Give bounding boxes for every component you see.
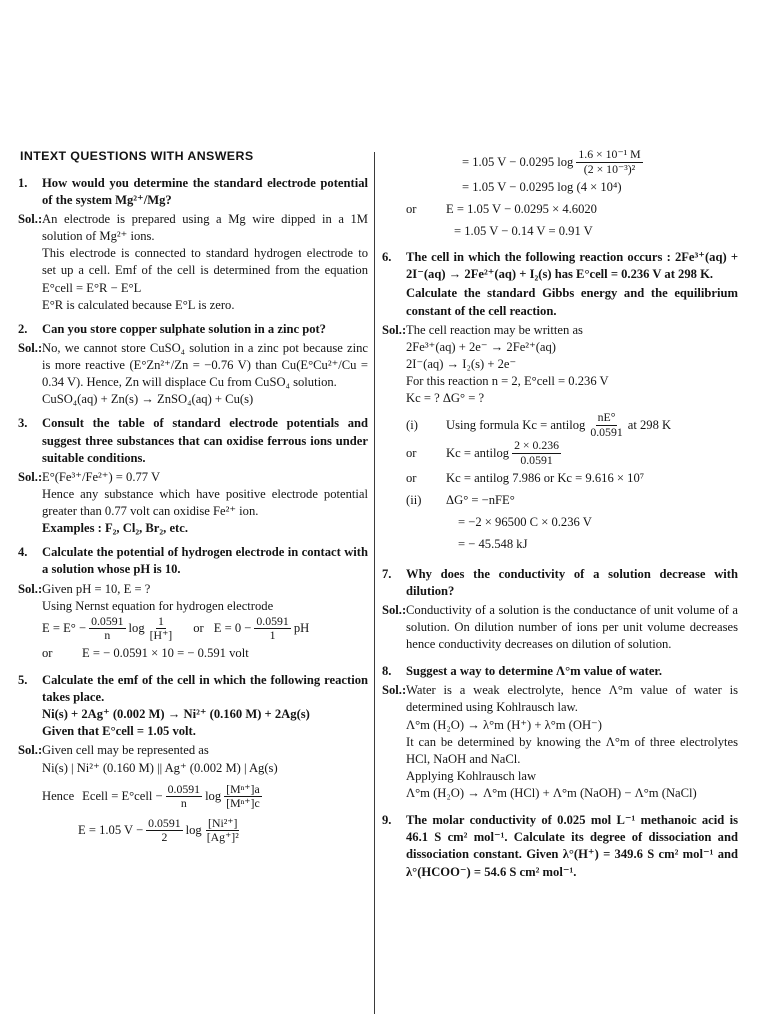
solution-label: Sol.: bbox=[18, 340, 43, 355]
or-label: or bbox=[406, 445, 417, 460]
denominator: [H⁺] bbox=[149, 628, 173, 643]
left-column bbox=[18, 148, 368, 845]
numerator: 0.0591 bbox=[256, 613, 289, 628]
fraction bbox=[224, 783, 262, 811]
question-text: The molar conductivity of 0.025 mol L⁻¹ methanoic acid is 46.1 S cm² mol⁻¹. Calculate its degree of dissociation and dissociation constant. Given λ°(H⁺) = 349.6 S cm² mol⁻¹ and λ°(HCOO⁻) = 54.6 S cm² mol⁻¹. bbox=[406, 813, 738, 879]
or-label: or bbox=[406, 201, 417, 216]
question-number: 1. bbox=[18, 175, 28, 190]
equation-text: Kc = antilog 7.986 or Kc = 9.616 × 10⁷ bbox=[446, 470, 645, 485]
numerator: [Mⁿ⁺]a bbox=[226, 781, 260, 796]
solution-text: Given cell may be represented as bbox=[42, 743, 209, 758]
question-text: How would you determine the standard electrode potential of the system Mg²⁺/Mg? bbox=[42, 175, 368, 207]
continued-equation bbox=[382, 198, 738, 220]
equation-lhs: E = E° − bbox=[42, 621, 87, 636]
solution-text: Water is a weak electrolyte, hence Λ°m value of water is determined using Kohlrausch law. bbox=[406, 683, 738, 715]
solution-4 bbox=[18, 581, 368, 598]
solution-text: Conductivity of a solution is the conductance of unit volume of a solution. On dilution number of ions per unit volume decreases hence conductivity decreases on dilution of solution. bbox=[406, 602, 738, 651]
question-number: 7. bbox=[382, 566, 392, 581]
solution-paragraph: Using Nernst equation for hydrogen electrode bbox=[42, 598, 274, 613]
solution-label: Sol.: bbox=[382, 322, 407, 337]
solution-label: Sol.: bbox=[382, 683, 407, 698]
solution-paragraph: This electrode is connected to standard hydrogen electrode to set up a cell. Emf of the cell is determined from the equation E°cell = E°R − E°L bbox=[42, 246, 368, 295]
right-column bbox=[382, 148, 738, 881]
equation-lhs: Ecell = E°cell − bbox=[82, 789, 163, 804]
log-label: log bbox=[205, 789, 222, 804]
question-2 bbox=[18, 321, 368, 338]
numerator: nE° bbox=[597, 410, 616, 425]
fraction bbox=[512, 439, 561, 467]
solution-paragraph: Kc = ? ΔG° = ? bbox=[406, 391, 485, 406]
hence-label: Hence bbox=[42, 789, 75, 804]
reaction-line: Ni(s) + 2Ag⁺ (0.002 M) → Ni²⁺ (0.160 M) + 2Ag(s) bbox=[42, 707, 310, 722]
kc-equation bbox=[382, 468, 738, 490]
solution-2 bbox=[18, 340, 368, 391]
question-number: 4. bbox=[18, 545, 28, 560]
reaction-line: 2Fe³⁺(aq) + 2e⁻ → 2Fe²⁺(aq) bbox=[406, 339, 556, 354]
step-label: (i) bbox=[406, 417, 418, 432]
denominator: (2 × 10⁻³)² bbox=[583, 161, 636, 176]
solution-label: Sol.: bbox=[18, 212, 43, 227]
question-number: 2. bbox=[18, 321, 28, 336]
ph-label: pH bbox=[293, 621, 310, 636]
question-number: 8. bbox=[382, 664, 392, 679]
denominator: [Ag⁺]² bbox=[206, 830, 239, 845]
question-6 bbox=[382, 249, 738, 283]
numerator: [Ni²⁺] bbox=[208, 815, 238, 830]
solution-5 bbox=[18, 742, 368, 759]
or-label: or bbox=[193, 621, 204, 636]
numerator: 1 bbox=[157, 613, 164, 628]
solution-text: Given pH = 10, E = ? bbox=[42, 581, 151, 596]
solution-text: An electrode is prepared using a Mg wire dipped in a 1M solution of Mg²⁺ ions. bbox=[42, 212, 368, 244]
equation-text: Using formula Kc = antilog bbox=[446, 417, 586, 432]
log-label: log bbox=[185, 823, 202, 838]
numerator: 0.0591 bbox=[148, 815, 181, 830]
solution-text: The cell reaction may be written as bbox=[406, 322, 583, 337]
question-text-2: Calculate the standard Gibbs energy and the equilibrium constant of the cell reaction. bbox=[406, 286, 738, 318]
fraction bbox=[588, 411, 624, 439]
solution-1 bbox=[18, 211, 368, 245]
section-heading: INTEXT QUESTIONS WITH ANSWERS bbox=[20, 149, 254, 163]
question-9 bbox=[382, 812, 738, 881]
fraction bbox=[89, 615, 125, 643]
solution-label: Sol.: bbox=[382, 602, 407, 617]
solution-text: No, we cannot store CuSO₄ solution in a zinc pot because zinc is more reactive (E°Zn²⁺/Zn = −0.76 V) than Cu(E°Cu²⁺/Cu = 0.34 V). Hence, Zn will displace Cu from CuSO₄ solution. bbox=[42, 340, 368, 390]
examples-line: Examples : F₂, Cl₂, Br₂, etc. bbox=[42, 521, 188, 536]
denominator: 0.0591 bbox=[520, 452, 553, 467]
equation-lhs: E = 0 − bbox=[213, 621, 252, 636]
continued-equation: = 1.05 V − 0.14 V = 0.91 V bbox=[454, 223, 593, 238]
solution-text: E°(Fe³⁺/Fe²⁺) = 0.77 V bbox=[42, 469, 161, 484]
solution-paragraph: It can be determined by knowing the Λ°m of three electrolytes HCl, NaOH and NaCl. bbox=[406, 734, 738, 766]
column-divider bbox=[374, 152, 375, 1014]
solution-label: Sol.: bbox=[18, 743, 43, 758]
denominator: 1 bbox=[269, 628, 276, 643]
cell-representation: Ni(s) | Ni²⁺ (0.160 M) || Ag⁺ (0.002 M) | Ag(s) bbox=[42, 760, 278, 775]
continued-equation bbox=[382, 148, 738, 176]
question-text: Consult the table of standard electrode potentials and suggest three substances that can oxidise ferrous ions under suitable conditions. bbox=[42, 416, 368, 465]
solution-6 bbox=[382, 322, 738, 339]
or-label: or bbox=[42, 646, 53, 661]
log-label: log bbox=[128, 621, 145, 636]
numerator: 2 × 0.236 bbox=[514, 438, 560, 453]
kc-equation bbox=[382, 439, 738, 467]
emf-equation bbox=[18, 783, 368, 811]
fraction bbox=[254, 615, 290, 643]
numerator: 0.0591 bbox=[91, 613, 124, 628]
solution-3 bbox=[18, 469, 368, 486]
denominator: n bbox=[104, 628, 111, 643]
given-line: Given that E°cell = 1.05 volt. bbox=[42, 724, 196, 739]
fraction bbox=[205, 817, 241, 845]
equation-tail: at 298 K bbox=[627, 417, 672, 432]
question-8 bbox=[382, 663, 738, 680]
nernst-equation bbox=[18, 615, 368, 643]
gibbs-equation bbox=[382, 490, 738, 512]
question-number: 6. bbox=[382, 250, 392, 265]
equation: Λ°m (H₂O) → Λ°m (HCl) + Λ°m (NaOH) − Λ°m (NaCl) bbox=[406, 786, 697, 800]
solution-label: Sol.: bbox=[18, 469, 43, 484]
question-7 bbox=[382, 566, 738, 600]
gibbs-equation: = − 45.548 kJ bbox=[458, 536, 528, 551]
question-5 bbox=[18, 672, 368, 706]
solution-paragraph: For this reaction n = 2, E°cell = 0.236 V bbox=[406, 374, 609, 388]
question-text: Suggest a way to determine Λ°m value of water. bbox=[406, 664, 662, 679]
equation: Λ°m (H₂O) → λ°m (H⁺) + λ°m (OH⁻) bbox=[406, 717, 602, 732]
reaction-line: 2I⁻(aq) → I₂(s) + 2e⁻ bbox=[406, 356, 517, 371]
solution-paragraph: Applying Kohlrausch law bbox=[406, 768, 537, 783]
solution-8 bbox=[382, 682, 738, 716]
or-label: or bbox=[406, 470, 417, 485]
equation-text: E = 1.05 V − 0.0295 × 4.6020 bbox=[446, 201, 597, 216]
kc-equation bbox=[382, 411, 738, 439]
question-1 bbox=[18, 175, 368, 209]
solution-paragraph: Hence any substance which have positive electrode potential greater than 0.77 volt can oxidise Fe²⁺ ion. bbox=[42, 486, 368, 519]
question-text: Calculate the potential of hydrogen electrode in contact with a solution whose pH is 10. bbox=[42, 545, 368, 577]
denominator: 0.0591 bbox=[590, 424, 623, 439]
question-text: Can you store copper sulphate solution in a zinc pot? bbox=[42, 321, 326, 336]
fraction bbox=[146, 817, 182, 845]
question-number: 9. bbox=[382, 813, 392, 828]
equation-lhs: = 1.05 V − 0.0295 log bbox=[462, 154, 574, 169]
equation bbox=[18, 643, 368, 665]
question-number: 5. bbox=[18, 672, 28, 687]
denominator: n bbox=[180, 796, 187, 811]
solution-7 bbox=[382, 602, 738, 653]
equation-text: ΔG° = −nFE° bbox=[446, 492, 515, 507]
solution-paragraph: E°R is calculated because E°L is zero. bbox=[42, 297, 235, 312]
question-number: 3. bbox=[18, 416, 28, 431]
question-3 bbox=[18, 415, 368, 466]
emf-equation bbox=[18, 817, 368, 845]
fraction bbox=[148, 615, 175, 643]
question-4 bbox=[18, 544, 368, 578]
continued-equation: = 1.05 V − 0.0295 log (4 × 10⁴) bbox=[462, 179, 622, 194]
equation-text: E = − 0.0591 × 10 = − 0.591 volt bbox=[82, 646, 249, 661]
gibbs-equation: = −2 × 96500 C × 0.236 V bbox=[458, 514, 592, 529]
solution-label: Sol.: bbox=[18, 581, 43, 596]
question-text: The cell in which the following reaction occurs : 2Fe³⁺(aq) + 2I⁻(aq) → 2Fe²⁺(aq) + I₂(s) has E°cell = 0.236 V at 298 K. bbox=[406, 250, 738, 282]
step-label: (ii) bbox=[406, 492, 422, 507]
equation-lhs: E = 1.05 V − bbox=[78, 823, 144, 838]
question-text: Why does the conductivity of a solution decrease with dilution? bbox=[406, 566, 738, 598]
fraction bbox=[166, 783, 202, 811]
numerator: 0.0591 bbox=[167, 781, 201, 796]
equation-text: Kc = antilog bbox=[446, 445, 510, 460]
denominator: 2 bbox=[161, 830, 168, 845]
question-text: Calculate the emf of the cell in which the following reaction takes place. bbox=[42, 672, 368, 705]
numerator: 1.6 × 10⁻¹ M bbox=[578, 147, 641, 161]
denominator: [Mⁿ⁺]c bbox=[226, 796, 260, 811]
fraction bbox=[576, 148, 642, 176]
equation: CuSO₄(aq) + Zn(s) → ZnSO₄(aq) + Cu(s) bbox=[42, 392, 254, 407]
